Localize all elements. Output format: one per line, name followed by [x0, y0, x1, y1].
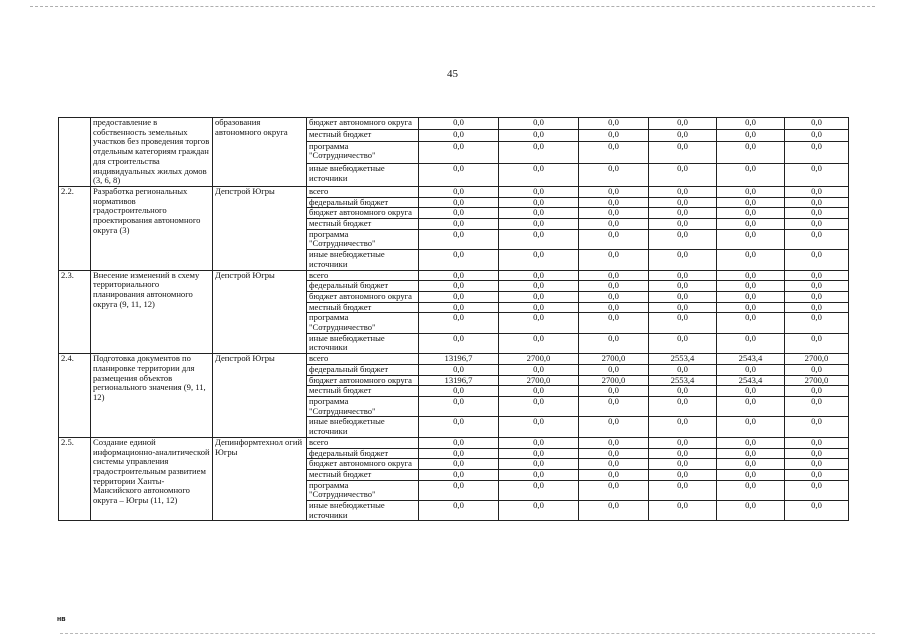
amount-cell: 0,0	[499, 164, 579, 187]
amount-cell: 0,0	[717, 164, 785, 187]
amount-cell: 0,0	[419, 396, 499, 416]
amount-cell: 0,0	[649, 437, 717, 448]
amount-cell: 0,0	[579, 186, 649, 197]
funding-source: программа "Сотрудничество"	[307, 229, 419, 249]
amount-cell: 0,0	[499, 281, 579, 292]
amount-cell: 2700,0	[785, 375, 849, 386]
amount-cell: 0,0	[717, 118, 785, 130]
amount-cell: 0,0	[419, 459, 499, 470]
amount-cell: 0,0	[579, 197, 649, 208]
amount-cell: 0,0	[499, 448, 579, 459]
amount-cell: 0,0	[649, 118, 717, 130]
funding-source: иные внебюджетные источники	[307, 333, 419, 353]
funding-source: бюджет автономного округа	[307, 291, 419, 302]
amount-cell: 0,0	[785, 302, 849, 313]
amount-cell: 0,0	[785, 396, 849, 416]
amount-cell: 0,0	[649, 250, 717, 270]
amount-cell: 0,0	[579, 313, 649, 333]
amount-cell: 0,0	[419, 208, 499, 219]
amount-cell: 0,0	[785, 219, 849, 230]
amount-cell: 0,0	[649, 333, 717, 353]
amount-cell: 0,0	[579, 208, 649, 219]
amount-cell: 0,0	[717, 501, 785, 521]
funding-source: местный бюджет	[307, 386, 419, 397]
amount-cell: 0,0	[785, 364, 849, 375]
executor: Депстрой Югры	[213, 270, 307, 354]
amount-cell: 0,0	[717, 333, 785, 353]
activity-name: Подготовка документов по планировке территории для размещения объектов регионального значения (9, 11, 12)	[91, 354, 213, 438]
amount-cell: 0,0	[579, 480, 649, 500]
executor: Депстрой Югры	[213, 354, 307, 438]
amount-cell: 0,0	[785, 250, 849, 270]
funding-source: бюджет автономного округа	[307, 459, 419, 470]
amount-cell: 0,0	[579, 364, 649, 375]
funding-source: иные внебюджетные источники	[307, 164, 419, 187]
amount-cell: 2553,4	[649, 354, 717, 365]
amount-cell: 0,0	[785, 417, 849, 437]
activity-name: предоставление в собственность земельных участков без проведения торгов отдельным категориям граждан для строительства индивидуальных жилых домов (3, 6, 8)	[91, 118, 213, 187]
amount-cell: 0,0	[785, 164, 849, 187]
amount-cell: 0,0	[649, 141, 717, 164]
amount-cell: 0,0	[419, 197, 499, 208]
item-number: 2.4.	[59, 354, 91, 438]
amount-cell: 0,0	[649, 129, 717, 141]
amount-cell: 0,0	[717, 250, 785, 270]
amount-cell: 0,0	[717, 219, 785, 230]
amount-cell: 13196,7	[419, 375, 499, 386]
funding-source: программа "Сотрудничество"	[307, 396, 419, 416]
amount-cell: 0,0	[579, 250, 649, 270]
funding-source: всего	[307, 270, 419, 281]
amount-cell: 0,0	[717, 313, 785, 333]
amount-cell: 0,0	[717, 417, 785, 437]
table-body	[59, 118, 849, 521]
amount-cell: 0,0	[785, 469, 849, 480]
amount-cell: 0,0	[499, 302, 579, 313]
amount-cell: 0,0	[419, 186, 499, 197]
amount-cell: 0,0	[499, 208, 579, 219]
amount-cell: 0,0	[419, 333, 499, 353]
amount-cell: 0,0	[419, 364, 499, 375]
amount-cell: 0,0	[649, 281, 717, 292]
amount-cell: 0,0	[579, 396, 649, 416]
amount-cell: 0,0	[649, 164, 717, 187]
amount-cell: 0,0	[579, 141, 649, 164]
funding-source: иные внебюджетные источники	[307, 417, 419, 437]
funding-source: местный бюджет	[307, 219, 419, 230]
amount-cell: 0,0	[649, 291, 717, 302]
amount-cell: 2543,4	[717, 354, 785, 365]
amount-cell: 0,0	[499, 501, 579, 521]
amount-cell: 0,0	[717, 129, 785, 141]
executor: образования автономного округа	[213, 118, 307, 187]
amount-cell: 0,0	[785, 291, 849, 302]
amount-cell: 0,0	[499, 197, 579, 208]
amount-cell: 0,0	[649, 229, 717, 249]
amount-cell: 0,0	[419, 386, 499, 397]
amount-cell: 0,0	[785, 386, 849, 397]
amount-cell: 0,0	[785, 313, 849, 333]
amount-cell: 0,0	[717, 386, 785, 397]
funding-source: бюджет автономного округа	[307, 118, 419, 130]
amount-cell: 0,0	[499, 141, 579, 164]
amount-cell: 0,0	[717, 469, 785, 480]
amount-cell: 0,0	[785, 229, 849, 249]
item-number: 2.3.	[59, 270, 91, 354]
amount-cell: 0,0	[649, 417, 717, 437]
amount-cell: 0,0	[785, 480, 849, 500]
funding-source: федеральный бюджет	[307, 448, 419, 459]
amount-cell: 0,0	[499, 459, 579, 470]
amount-cell: 0,0	[419, 469, 499, 480]
amount-cell: 0,0	[419, 501, 499, 521]
table-row	[59, 437, 849, 448]
funding-source: программа "Сотрудничество"	[307, 480, 419, 500]
amount-cell: 0,0	[785, 501, 849, 521]
amount-cell: 0,0	[499, 313, 579, 333]
amount-cell: 0,0	[785, 129, 849, 141]
amount-cell: 0,0	[717, 270, 785, 281]
funding-source: федеральный бюджет	[307, 197, 419, 208]
amount-cell: 0,0	[785, 333, 849, 353]
amount-cell: 0,0	[579, 501, 649, 521]
amount-cell: 0,0	[499, 386, 579, 397]
amount-cell: 0,0	[579, 302, 649, 313]
amount-cell: 0,0	[499, 333, 579, 353]
funding-source: программа "Сотрудничество"	[307, 141, 419, 164]
activity-name: Разработка региональных нормативов градостроительного проектирования автономного округа (3)	[91, 186, 213, 270]
funding-source: бюджет автономного округа	[307, 375, 419, 386]
amount-cell: 0,0	[419, 313, 499, 333]
amount-cell: 0,0	[649, 501, 717, 521]
amount-cell: 0,0	[579, 437, 649, 448]
amount-cell: 0,0	[419, 480, 499, 500]
amount-cell: 0,0	[717, 459, 785, 470]
amount-cell: 0,0	[649, 197, 717, 208]
amount-cell: 2700,0	[579, 354, 649, 365]
amount-cell: 0,0	[499, 291, 579, 302]
amount-cell: 0,0	[579, 469, 649, 480]
amount-cell: 0,0	[579, 291, 649, 302]
amount-cell: 0,0	[499, 270, 579, 281]
amount-cell: 0,0	[785, 197, 849, 208]
amount-cell: 2543,4	[717, 375, 785, 386]
amount-cell: 0,0	[717, 448, 785, 459]
amount-cell: 0,0	[785, 141, 849, 164]
amount-cell: 0,0	[499, 118, 579, 130]
item-number: 2.2.	[59, 186, 91, 270]
amount-cell: 0,0	[785, 448, 849, 459]
amount-cell: 0,0	[717, 480, 785, 500]
amount-cell: 0,0	[717, 364, 785, 375]
amount-cell: 0,0	[579, 229, 649, 249]
amount-cell: 0,0	[649, 469, 717, 480]
table-row	[59, 186, 849, 197]
amount-cell: 0,0	[419, 129, 499, 141]
amount-cell: 0,0	[499, 364, 579, 375]
amount-cell: 0,0	[579, 459, 649, 470]
amount-cell: 0,0	[419, 229, 499, 249]
funding-source: всего	[307, 186, 419, 197]
amount-cell: 0,0	[717, 437, 785, 448]
amount-cell: 0,0	[717, 186, 785, 197]
amount-cell: 0,0	[649, 396, 717, 416]
amount-cell: 0,0	[785, 186, 849, 197]
amount-cell: 0,0	[419, 250, 499, 270]
amount-cell: 0,0	[419, 302, 499, 313]
amount-cell: 2553,4	[649, 375, 717, 386]
funding-source: местный бюджет	[307, 129, 419, 141]
page-number: 45	[447, 68, 458, 80]
amount-cell: 0,0	[717, 291, 785, 302]
funding-source: местный бюджет	[307, 469, 419, 480]
amount-cell: 0,0	[419, 164, 499, 187]
amount-cell: 0,0	[579, 333, 649, 353]
amount-cell: 0,0	[717, 302, 785, 313]
scan-edge-bottom	[60, 633, 875, 634]
amount-cell: 2700,0	[785, 354, 849, 365]
amount-cell: 0,0	[579, 270, 649, 281]
amount-cell: 0,0	[649, 386, 717, 397]
amount-cell: 0,0	[649, 480, 717, 500]
amount-cell: 0,0	[499, 250, 579, 270]
amount-cell: 0,0	[579, 118, 649, 130]
amount-cell: 0,0	[499, 129, 579, 141]
amount-cell: 0,0	[649, 208, 717, 219]
amount-cell: 0,0	[649, 313, 717, 333]
amount-cell: 0,0	[579, 129, 649, 141]
amount-cell: 0,0	[785, 281, 849, 292]
amount-cell: 0,0	[649, 219, 717, 230]
amount-cell: 0,0	[717, 197, 785, 208]
amount-cell: 0,0	[499, 186, 579, 197]
amount-cell: 0,0	[579, 448, 649, 459]
amount-cell: 0,0	[419, 270, 499, 281]
amount-cell: 0,0	[419, 141, 499, 164]
amount-cell: 0,0	[785, 118, 849, 130]
amount-cell: 2700,0	[499, 375, 579, 386]
amount-cell: 0,0	[717, 208, 785, 219]
funding-source: федеральный бюджет	[307, 364, 419, 375]
funding-source: иные внебюджетные источники	[307, 501, 419, 521]
amount-cell: 0,0	[717, 281, 785, 292]
amount-cell: 0,0	[649, 270, 717, 281]
amount-cell: 0,0	[499, 469, 579, 480]
amount-cell: 2700,0	[579, 375, 649, 386]
amount-cell: 0,0	[717, 396, 785, 416]
scan-edge-top	[30, 6, 875, 7]
amount-cell: 0,0	[419, 437, 499, 448]
executor: Депстрой Югры	[213, 186, 307, 270]
amount-cell: 0,0	[499, 417, 579, 437]
amount-cell: 0,0	[499, 219, 579, 230]
item-number	[59, 118, 91, 187]
funding-source: иные внебюджетные источники	[307, 250, 419, 270]
activity-name: Внесение изменений в схему территориального планирования автономного округа (9, 11, 12)	[91, 270, 213, 354]
funding-source: федеральный бюджет	[307, 281, 419, 292]
amount-cell: 0,0	[649, 186, 717, 197]
amount-cell: 0,0	[419, 281, 499, 292]
amount-cell: 0,0	[419, 291, 499, 302]
amount-cell: 0,0	[649, 302, 717, 313]
amount-cell: 0,0	[785, 459, 849, 470]
table-row	[59, 118, 849, 130]
amount-cell: 0,0	[649, 364, 717, 375]
funding-source: местный бюджет	[307, 302, 419, 313]
funding-source: всего	[307, 437, 419, 448]
activity-name: Создание единой информационно-аналитической системы управления градостроительным развитием территории Ханты-Мансийского автономного округа – Югры (11, 12)	[91, 437, 213, 521]
amount-cell: 0,0	[419, 219, 499, 230]
amount-cell: 0,0	[419, 448, 499, 459]
funding-table	[58, 117, 849, 521]
amount-cell: 13196,7	[419, 354, 499, 365]
amount-cell: 0,0	[499, 480, 579, 500]
amount-cell: 0,0	[499, 396, 579, 416]
amount-cell: 0,0	[419, 417, 499, 437]
amount-cell: 0,0	[579, 164, 649, 187]
amount-cell: 0,0	[579, 219, 649, 230]
amount-cell: 0,0	[649, 448, 717, 459]
amount-cell: 0,0	[649, 459, 717, 470]
amount-cell: 0,0	[579, 417, 649, 437]
funding-source: программа "Сотрудничество"	[307, 313, 419, 333]
amount-cell: 0,0	[419, 118, 499, 130]
funding-source: бюджет автономного округа	[307, 208, 419, 219]
amount-cell: 0,0	[785, 208, 849, 219]
executor: Депинформтехнол огий Югры	[213, 437, 307, 521]
footer-mark: нв	[57, 616, 66, 623]
funding-source: всего	[307, 354, 419, 365]
amount-cell: 0,0	[499, 229, 579, 249]
amount-cell: 0,0	[717, 229, 785, 249]
amount-cell: 0,0	[785, 437, 849, 448]
table-row	[59, 354, 849, 365]
amount-cell: 0,0	[785, 270, 849, 281]
amount-cell: 0,0	[579, 281, 649, 292]
item-number: 2.5.	[59, 437, 91, 521]
amount-cell: 2700,0	[499, 354, 579, 365]
table-row	[59, 270, 849, 281]
amount-cell: 0,0	[499, 437, 579, 448]
amount-cell: 0,0	[579, 386, 649, 397]
amount-cell: 0,0	[717, 141, 785, 164]
